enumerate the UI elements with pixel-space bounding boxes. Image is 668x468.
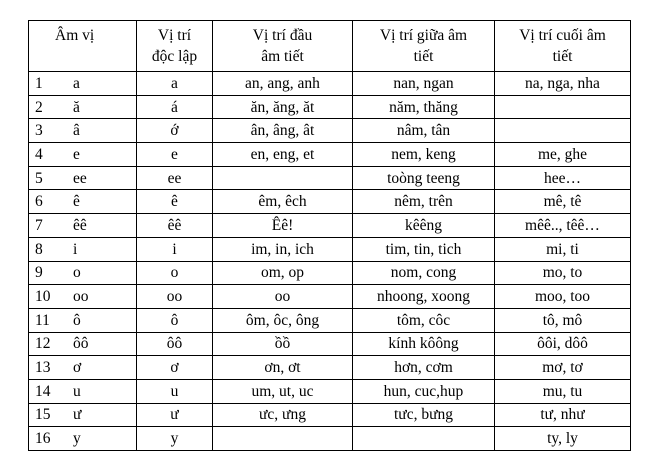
initial-cell: ân, âng, ât	[213, 119, 353, 143]
table-row	[29, 285, 631, 309]
table-row	[29, 237, 631, 261]
phoneme-position-table	[28, 20, 631, 451]
phoneme: i	[73, 240, 78, 258]
phoneme-cell	[29, 308, 137, 332]
final-cell: tô, mô	[495, 308, 631, 332]
final-cell: tư, như	[495, 403, 631, 427]
phoneme: ư	[73, 406, 82, 424]
independent-cell: e	[137, 143, 213, 167]
phoneme: oo	[73, 288, 89, 306]
medial-cell: nan, ngan	[353, 72, 495, 96]
phoneme: ee	[73, 169, 87, 187]
row-number: 11	[35, 311, 50, 329]
table-row	[29, 95, 631, 119]
independent-cell: oo	[137, 285, 213, 309]
independent-cell: ôô	[137, 332, 213, 356]
initial-cell: ưc, ưng	[213, 403, 353, 427]
phoneme: ôô	[73, 335, 89, 353]
independent-cell: u	[137, 379, 213, 403]
independent-cell: ê	[137, 190, 213, 214]
independent-cell: êê	[137, 214, 213, 238]
row-number: 15	[35, 406, 51, 424]
final-cell: mo, to	[495, 261, 631, 285]
initial-cell: im, in, ich	[213, 237, 353, 261]
header-final: Vị trí cuối âm tiết	[495, 21, 631, 72]
header-row	[29, 21, 631, 72]
phoneme: â	[73, 122, 80, 140]
final-cell: moo, too	[495, 285, 631, 309]
row-number: 4	[35, 145, 43, 163]
medial-cell: nhoong, xoong	[353, 285, 495, 309]
table-row	[29, 214, 631, 238]
medial-cell	[353, 427, 495, 451]
final-cell: ty, ly	[495, 427, 631, 451]
initial-cell: an, ang, anh	[213, 72, 353, 96]
medial-cell: năm, thăng	[353, 95, 495, 119]
table-row	[29, 403, 631, 427]
row-number: 5	[35, 169, 43, 187]
table-row	[29, 261, 631, 285]
medial-cell: hơn, cơm	[353, 356, 495, 380]
row-number: 16	[35, 430, 51, 448]
table-row	[29, 166, 631, 190]
medial-cell: nêm, trên	[353, 190, 495, 214]
medial-cell: nom, cong	[353, 261, 495, 285]
table-row	[29, 190, 631, 214]
independent-cell: ee	[137, 166, 213, 190]
phoneme-cell	[29, 427, 137, 451]
table-row	[29, 356, 631, 380]
phoneme: e	[73, 145, 80, 163]
independent-cell: ớ	[137, 119, 213, 143]
table-row	[29, 308, 631, 332]
independent-cell: i	[137, 237, 213, 261]
table-row	[29, 72, 631, 96]
initial-cell: om, op	[213, 261, 353, 285]
phoneme-cell	[29, 379, 137, 403]
row-number: 9	[35, 264, 43, 282]
medial-cell: kêêng	[353, 214, 495, 238]
medial-cell: tim, tin, tich	[353, 237, 495, 261]
phoneme-cell	[29, 332, 137, 356]
independent-cell: ư	[137, 403, 213, 427]
medial-cell: nâm, tân	[353, 119, 495, 143]
medial-cell: hun, cuc,hup	[353, 379, 495, 403]
final-cell	[495, 95, 631, 119]
final-cell: me, ghe	[495, 143, 631, 167]
table-row	[29, 119, 631, 143]
table-row	[29, 332, 631, 356]
final-cell: ôôi, dôô	[495, 332, 631, 356]
phoneme-table-container	[28, 20, 631, 451]
header-medial: Vị trí giữa âm tiết	[353, 21, 495, 72]
phoneme-cell	[29, 403, 137, 427]
row-number: 2	[35, 98, 43, 116]
phoneme-cell	[29, 119, 137, 143]
phoneme-cell	[29, 190, 137, 214]
row-number: 10	[35, 288, 51, 306]
final-cell: mi, ti	[495, 237, 631, 261]
phoneme: ơ	[73, 359, 82, 377]
phoneme-cell	[29, 95, 137, 119]
phoneme: u	[73, 382, 81, 400]
medial-cell: kính kôông	[353, 332, 495, 356]
final-cell: mu, tu	[495, 379, 631, 403]
phoneme-cell	[29, 72, 137, 96]
final-cell: na, nga, nha	[495, 72, 631, 96]
header-initial: Vị trí đầu âm tiết	[213, 21, 353, 72]
final-cell	[495, 119, 631, 143]
phoneme: a	[73, 74, 80, 92]
header-phoneme: Âm vị	[29, 21, 137, 72]
initial-cell: en, eng, et	[213, 143, 353, 167]
final-cell: mơ, tơ	[495, 356, 631, 380]
independent-cell: y	[137, 427, 213, 451]
initial-cell: um, ut, uc	[213, 379, 353, 403]
header-independent: Vị trí độc lập	[137, 21, 213, 72]
phoneme-cell	[29, 285, 137, 309]
final-cell: mê, tê	[495, 190, 631, 214]
row-number: 6	[35, 193, 43, 211]
row-number: 12	[35, 335, 51, 353]
phoneme-cell	[29, 237, 137, 261]
phoneme: ê	[73, 193, 80, 211]
medial-cell: toòng teeng	[353, 166, 495, 190]
initial-cell: ôm, ôc, ông	[213, 308, 353, 332]
row-number: 3	[35, 122, 43, 140]
independent-cell: ơ	[137, 356, 213, 380]
phoneme: o	[73, 264, 81, 282]
initial-cell: ồồ	[213, 332, 353, 356]
medial-cell: nem, keng	[353, 143, 495, 167]
phoneme-cell	[29, 214, 137, 238]
table-row	[29, 143, 631, 167]
medial-cell: tôm, côc	[353, 308, 495, 332]
independent-cell: ô	[137, 308, 213, 332]
initial-cell	[213, 166, 353, 190]
initial-cell: êm, êch	[213, 190, 353, 214]
phoneme: êê	[73, 216, 87, 234]
row-number: 7	[35, 216, 43, 234]
final-cell: mêê.., têê…	[495, 214, 631, 238]
initial-cell: Êê!	[213, 214, 353, 238]
phoneme-cell	[29, 356, 137, 380]
phoneme-cell	[29, 261, 137, 285]
phoneme: ô	[73, 311, 81, 329]
phoneme: y	[73, 430, 81, 448]
independent-cell: a	[137, 72, 213, 96]
initial-cell	[213, 427, 353, 451]
independent-cell: o	[137, 261, 213, 285]
independent-cell: á	[137, 95, 213, 119]
table-row	[29, 427, 631, 451]
initial-cell: ăn, ăng, ăt	[213, 95, 353, 119]
phoneme-cell	[29, 166, 137, 190]
table-body	[29, 72, 631, 451]
medial-cell: tưc, bưng	[353, 403, 495, 427]
final-cell: hee…	[495, 166, 631, 190]
initial-cell: ơn, ơt	[213, 356, 353, 380]
phoneme-cell	[29, 143, 137, 167]
table-row	[29, 379, 631, 403]
row-number: 14	[35, 382, 51, 400]
row-number: 13	[35, 359, 51, 377]
initial-cell: oo	[213, 285, 353, 309]
row-number: 1	[35, 74, 43, 92]
row-number: 8	[35, 240, 43, 258]
phoneme: ă	[73, 98, 80, 116]
